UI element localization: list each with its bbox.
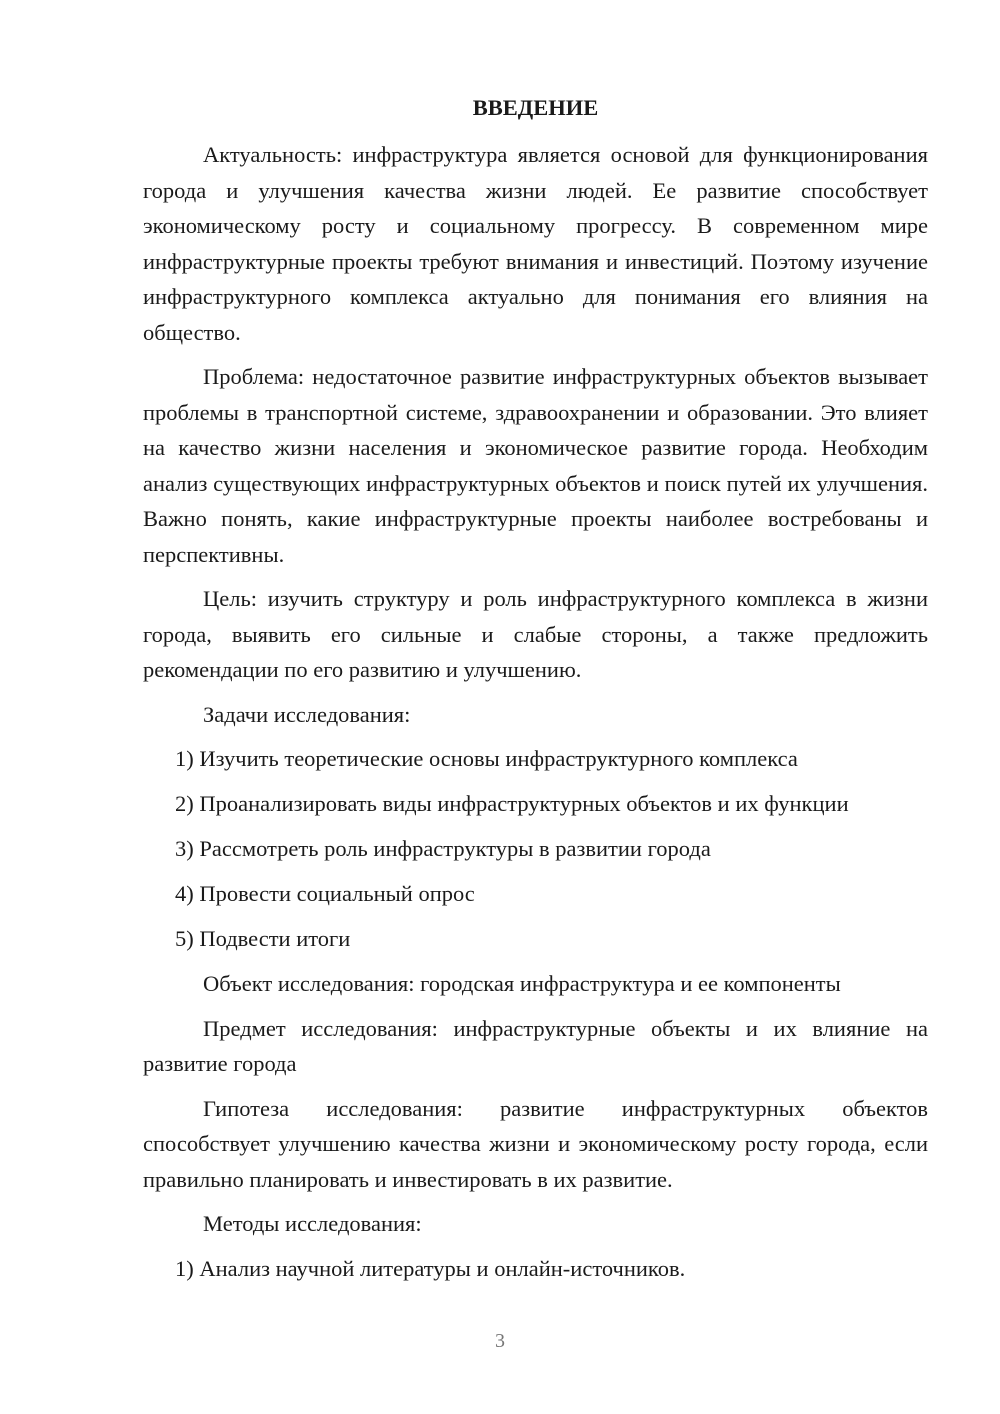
section-heading: ВВЕДЕНИЕ [472,95,599,120]
methods-list [143,1251,928,1287]
goal-paragraph: Цель: изучить структуру и роль инфраструктурного комплекса в жизни города, выявить его сильные и слабые стороны, а также предложить рекомендации по его развитию и улучшению. [143,586,928,682]
methods-heading: Методы исследования: [203,1211,422,1236]
task-item: 2) Проанализировать виды инфраструктурных объектов и их функции [175,791,849,816]
task-item: 1) Изучить теоретические основы инфраструктурного комплекса [175,746,798,771]
hypothesis-paragraph: Гипотеза исследования: развитие инфраструктурных объектов способствует улучшению качества жизни и экономическому росту города, если правильно планировать и инвестировать в их развитие. [143,1095,928,1192]
task-item: 3) Рассмотреть роль инфраструктуры в развитии города [175,836,711,861]
task-item: 4) Провести социальный опрос [175,881,475,906]
relevance-paragraph: Актуальность: инфраструктура является основой для функционирования города и улучшения качества жизни людей. Ее развитие способствует экономическому росту и социальному прогрессу. В современном мире инфраструктурные проекты требуют внимания и инвестиций. Поэтому изучение инфраструктурного комплекса актуально для понимания его влияния на общество. [143,142,928,345]
page-number: 3 [495,1330,505,1352]
object-paragraph: Объект исследования: городская инфраструктура и ее компоненты [203,971,841,996]
document-page [143,88,928,1296]
task-item: 5) Подвести итоги [175,926,351,951]
method-item: 1) Анализ научной литературы и онлайн-источников. [175,1255,686,1281]
subject-paragraph: Предмет исследования: инфраструктурные объекты и их влияние на развитие города [143,1015,928,1076]
tasks-heading: Задачи исследования: [203,701,411,727]
problem-paragraph: Проблема: недостаточное развитие инфраструктурных объектов вызывает проблемы в транспортной системе, здравоохранении и образовании. Это влияет на качество жизни населения и экономическое развитие города. Необходим анализ существующих инфраструктурных объектов и поиск путей их улучшения. Важно понять, какие инфраструктурные проекты наиболее востребованы и перспективны. [143,364,928,567]
tasks-list [143,741,928,957]
